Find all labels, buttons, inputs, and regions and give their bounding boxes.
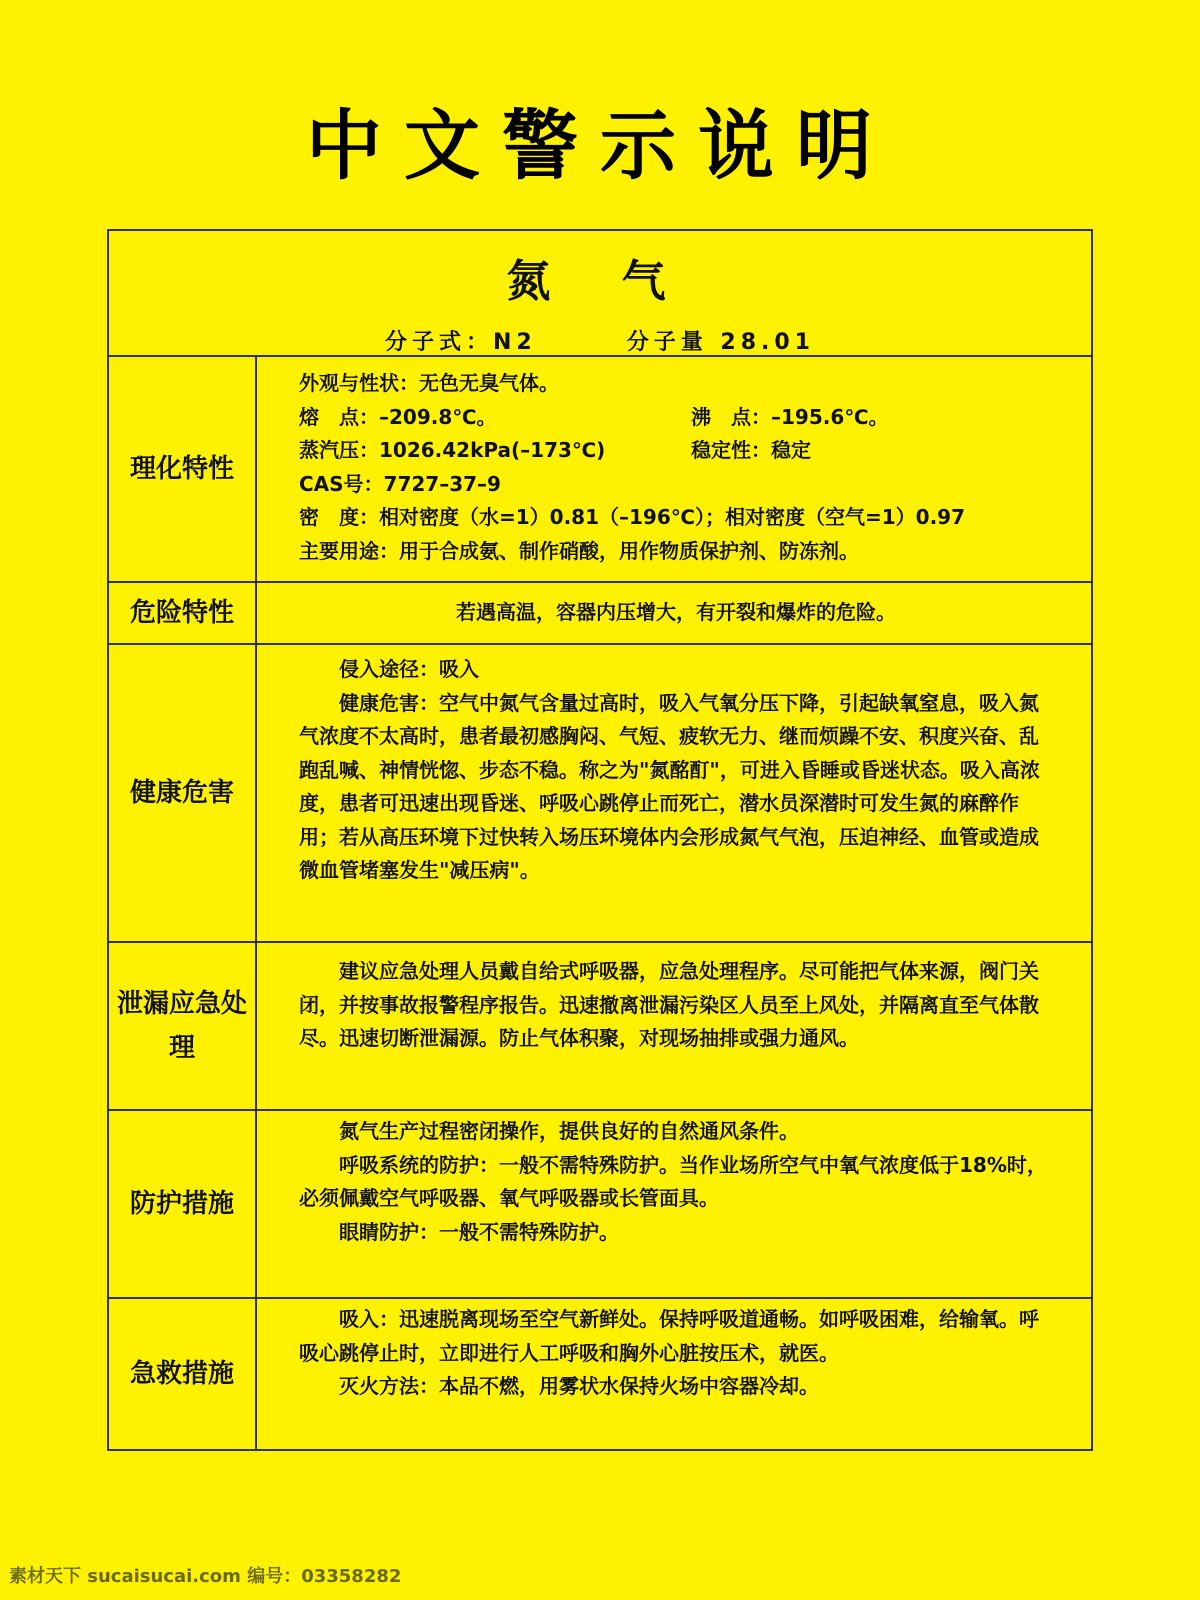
substance-name: 氮 气 <box>506 256 694 307</box>
vapor-pressure: 蒸汽压：1026.42kPa(–173℃) <box>299 438 606 462</box>
appearance: 外观与性状：无色无臭气体。 <box>299 371 559 395</box>
vapor-stability <box>299 434 1053 468</box>
row-hazard <box>109 583 1091 645</box>
density: 密 度：相对密度（水=1）0.81（–196℃）；相对密度（空气=1）0.97 <box>299 505 966 529</box>
protection-p1: 氮气生产过程密闭操作，提供良好的自然通风条件。 <box>339 1119 799 1143</box>
protection-p3: 眼睛防护：一般不需特殊防护。 <box>339 1219 619 1244</box>
boiling-point: 沸 点：–195.6℃。 <box>691 404 889 429</box>
row-label: 泄漏应急处理 <box>109 943 257 1109</box>
row-firstaid <box>109 1299 1091 1449</box>
cas-number: CAS号：7727–37–9 <box>299 471 501 496</box>
row-label: 防护措施 <box>109 1111 257 1297</box>
warning-table <box>107 229 1093 1451</box>
firstaid-p2: 灭火方法：本品不燃，用雾状水保持火场中容器冷却。 <box>339 1374 819 1398</box>
page-title: 中文警示说明 <box>306 101 894 190</box>
row-content <box>257 357 1091 581</box>
row-label: 理化特性 <box>109 357 257 581</box>
row-physchem <box>109 357 1091 583</box>
health-text: 健康危害：空气中氮气含量过高时，吸入气氧分压下降，引起缺氧窒息，吸入氮气浓度不太高时，患者最初感胸闷、气短、疲软无力、继而烦躁不安、积度兴奋、乱跑乱喊、神情恍惚、步态不稳。称之为"氮酩酊"，可进入昏睡或昏迷状态。吸入高浓度，患者可迅速出现昏迷、呼吸心跳停止而死亡，潜水员深潜时可发生氮的麻醉作用；若从高压环境下过快转入场压环境体内会形成氮气气泡，压迫神经、血管或造成微血管堵塞发生"减压病"。 <box>299 690 1040 882</box>
molecular-mass: 分子量 28.01 <box>626 330 815 355</box>
row-content <box>257 645 1091 941</box>
row-content <box>257 1299 1091 1449</box>
watermark: 素材天下 sucaisucai.com 编号：03358282 <box>9 1566 402 1587</box>
stability: 稳定性：稳定 <box>691 438 811 462</box>
row-content <box>257 583 1091 643</box>
row-content <box>257 943 1091 1109</box>
formula-line <box>109 325 1091 356</box>
row-leak <box>109 943 1091 1111</box>
molecular-formula: 分子式：N2 <box>385 330 537 355</box>
protection-p2: 呼吸系统的防护：一般不需特殊防护。当作业场所空气中氧气浓度低于18%时，必须佩戴空气呼吸器、氧气呼吸器或长管面具。 <box>299 1152 1047 1210</box>
hazard-text: 若遇高温，容器内压增大，有开裂和爆炸的危险。 <box>456 600 896 625</box>
melt-boil <box>299 401 1053 435</box>
row-health <box>109 645 1091 943</box>
row-label: 急救措施 <box>109 1299 257 1449</box>
row-content <box>257 1111 1091 1297</box>
uses: 主要用途：用于合成氨、制作硝酸，用作物质保护剂、防冻剂。 <box>299 538 859 563</box>
row-protection <box>109 1111 1091 1299</box>
substance-header <box>109 231 1091 357</box>
leak-text: 建议应急处理人员戴自给式呼吸器，应急处理程序。尽可能把气体来源，阀门关闭，并按事故报警程序报告。迅速撤离泄漏污染区人员至上风处，并隔离直至气体散尽。迅速切断泄漏源。防止气体积聚，对现场抽排或强力通风。 <box>299 959 1039 1050</box>
firstaid-p1: 吸入：迅速脱离现场至空气新鲜处。保持呼吸道通畅。如呼吸困难，给输氧。呼吸心跳停止时，立即进行人工呼吸和胸外心脏按压术，就医。 <box>299 1307 1039 1365</box>
row-label: 健康危害 <box>109 645 257 941</box>
row-label: 危险特性 <box>109 583 257 643</box>
entry-route: 侵入途径：吸入 <box>339 657 479 681</box>
melting-point: 熔 点：–209.8℃。 <box>299 404 497 429</box>
